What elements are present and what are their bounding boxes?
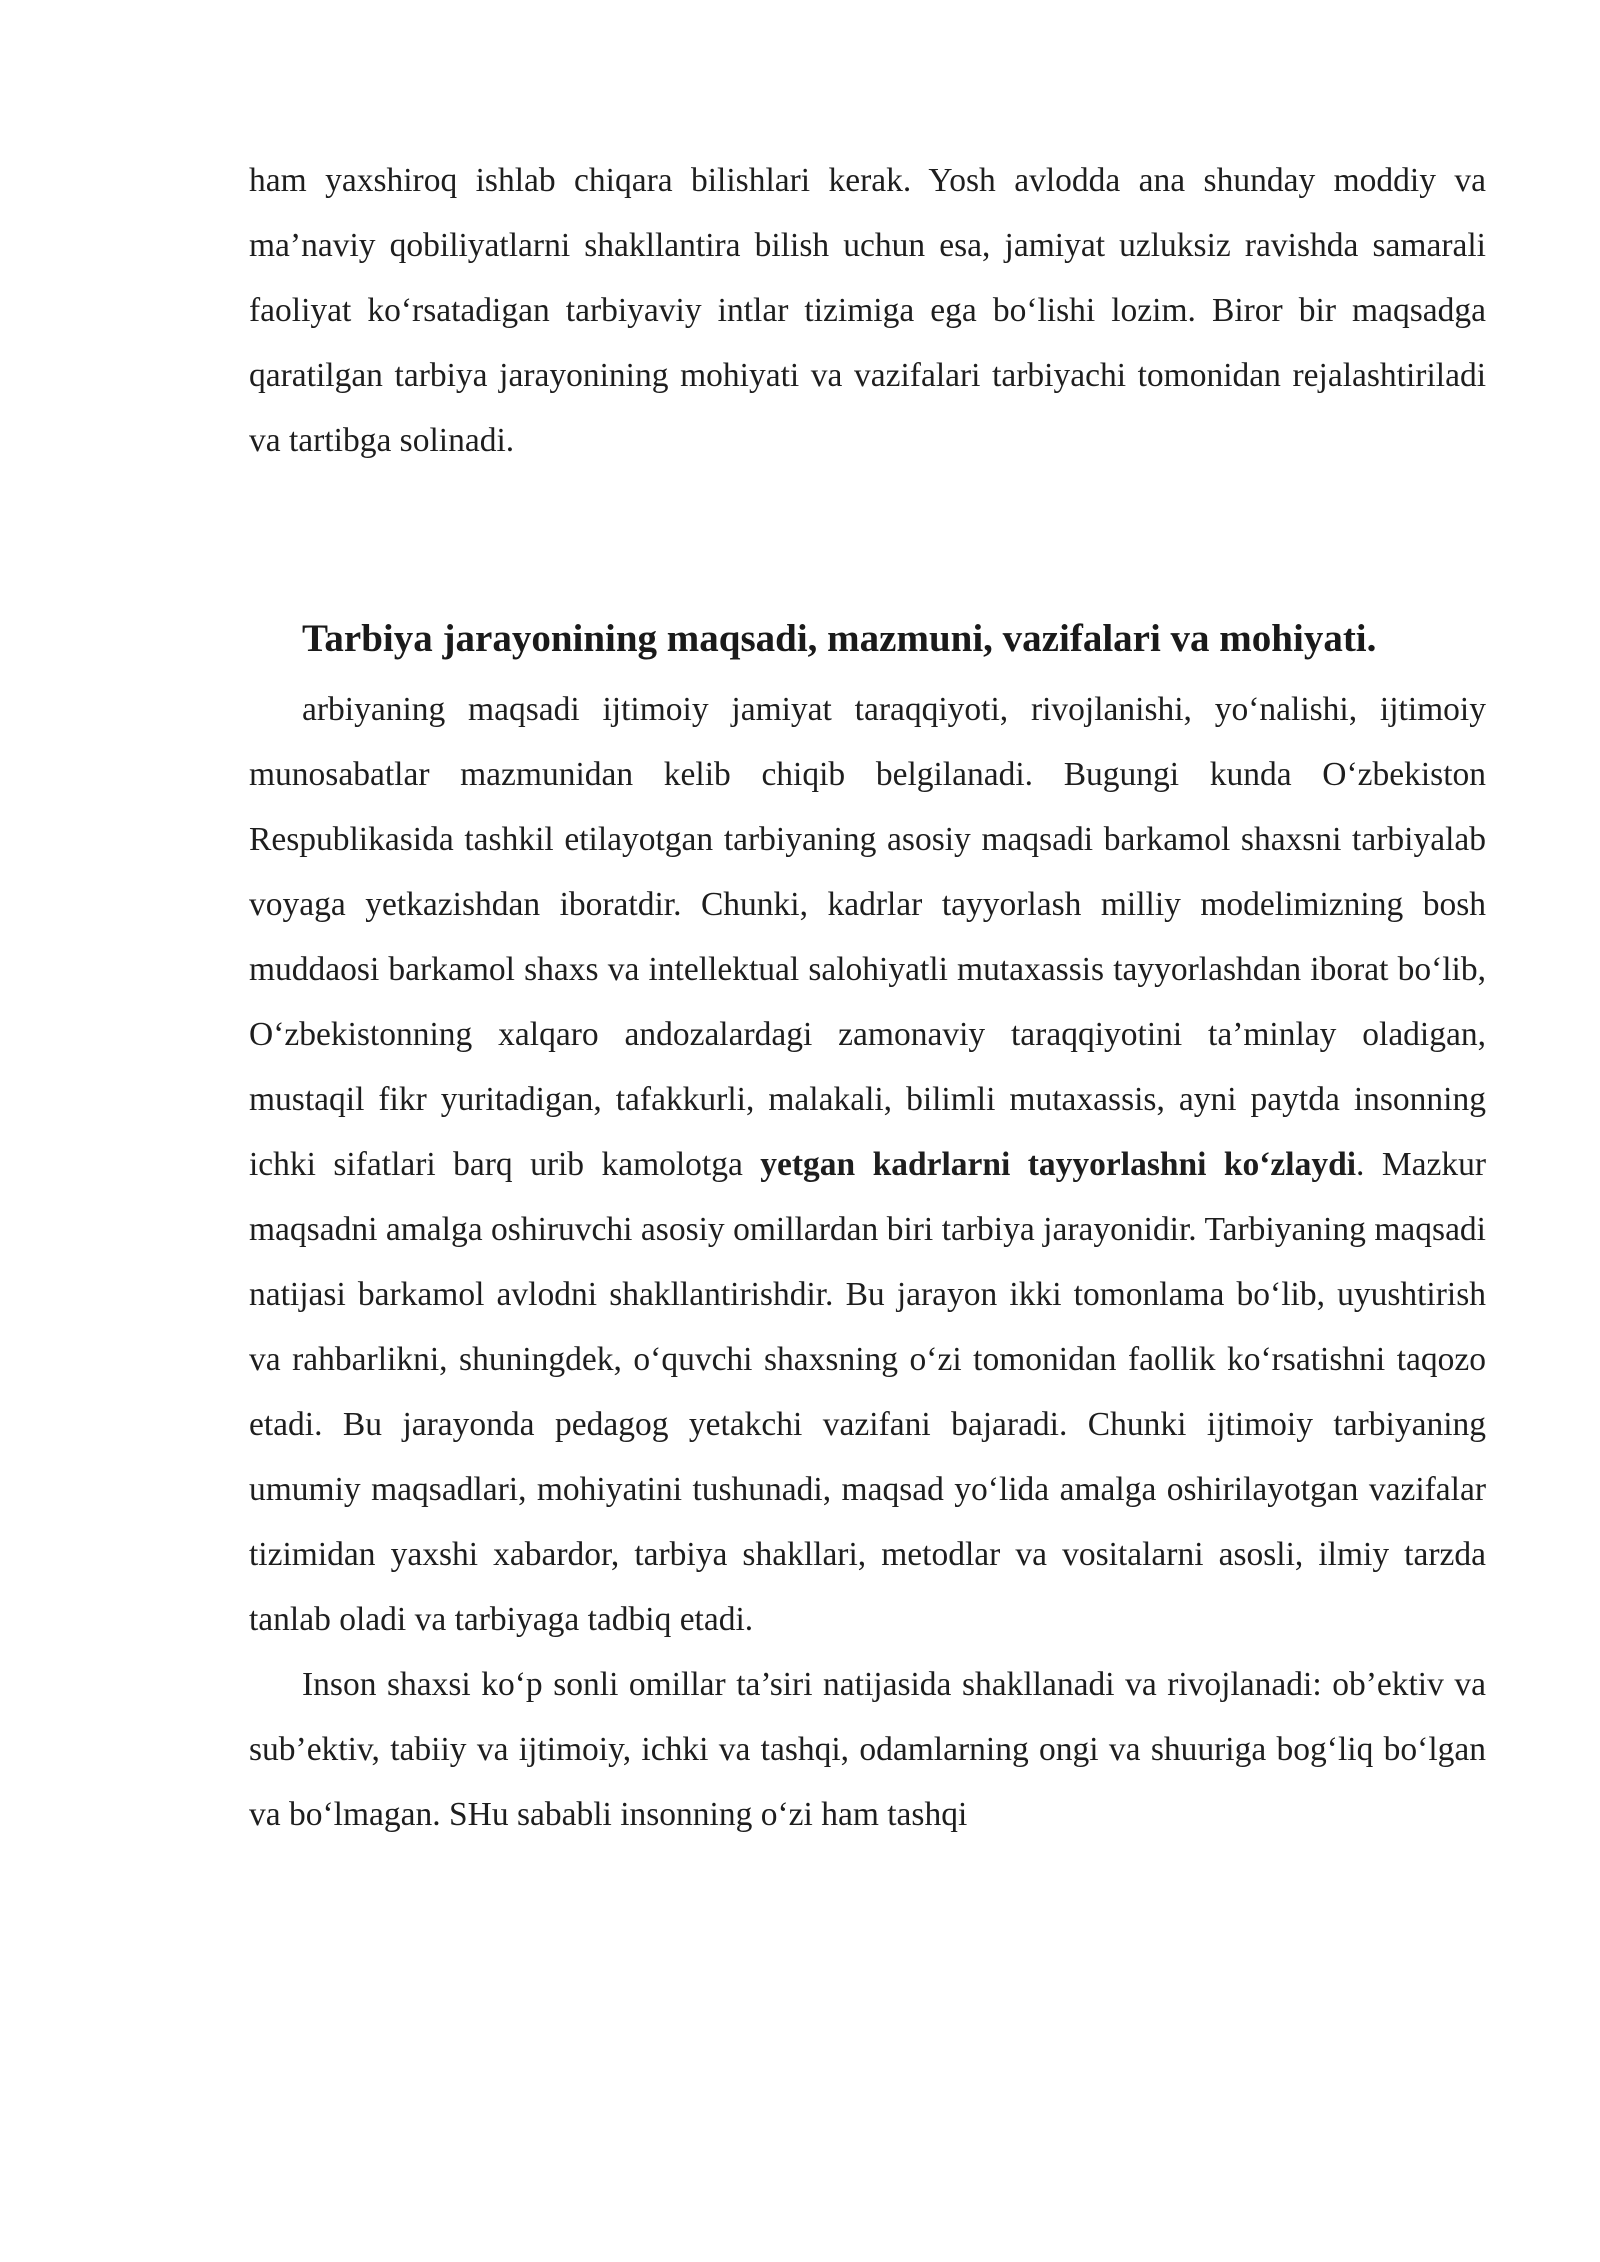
paragraph-purpose-text-2: . Mazkur maqsadni amalga oshiruvchi asosiy omillardan biri tarbiya jarayonidir. Tarbiyaning maqsadi natijasi barkamol avlodni shakllantirishdir. Bu jarayon ikki tomonlama bo‘lib, uyushtirish va rahbarlikni, shuningdek, o‘quvchi shaxsning o‘zi tomonidan faollik ko‘rsatishni taqozo etadi. Bu jarayonda pedagog yetakchi vazifani bajaradi. Chunki ijtimoiy tarbiyaning umumiy maqsadlari, mohiyatini tushunadi, maqsad yo‘lida amalga oshirilayotgan vazifalar tizimidan yaxshi xabardor, tarbiya shakllari, metodlar va vositalarni asosli, ilmiy tarzda tanlab oladi va tarbiyaga tadbiq etadi. [249, 1146, 1487, 1638]
document-page [249, 148, 1486, 1847]
paragraph-purpose [249, 677, 1486, 1652]
paragraph-personality: Inson shaxsi ko‘p sonli omillar ta’siri natijasida shakllanadi va rivojlanadi: ob’ektiv va sub’ektiv, tabiiy va ijtimoiy, ichki va tashqi, odamlarning ongi va shuuriga bog‘liq bo‘lgan va bo‘lmagan. SHu sababli insonning o‘zi ham tashqi [249, 1666, 1486, 1833]
section-heading: Tarbiya jarayonining maqsadi, mazmuni, vazifalari va mohiyati. [302, 617, 1377, 660]
paragraph-purpose-text-1: arbiyaning maqsadi ijtimoiy jamiyat taraqqiyoti, rivojlanishi, yo‘nalishi, ijtimoiy munosabatlar mazmunidan kelib chiqib belgilanadi. Bugungi kunda O‘zbekiston Respublikasida tashkil etilayotgan tarbiyaning asosiy maqsadi barkamol shaxsni tarbiyalab voyaga yetkazishdan iboratdir. Chunki, kadrlar tayyorlash milliy modelimizning bosh muddaosi barkamol shaxs va intellektual salohiyatli mutaxassis tayyorlashdan iborat bo‘lib, O‘zbekistonning xalqaro andozalardagi zamonaviy taraqqiyotini ta’minlay oladigan, mustaqil fikr yuritadigan, tafakkurli, malakali, bilimli mutaxassis, ayni paytda insonning ichki sifatlari barq urib kamolotga [249, 691, 1486, 1183]
paragraph-intro: ham yaxshiroq ishlab chiqara bilishlari kerak. Yosh avlodda ana shunday moddiy va ma’naviy qobiliyatlarni shakllantira bilish uchun esa, jamiyat uzluksiz ravishda samarali faoliyat ko‘rsatadigan tarbiyaviy intlar tizimiga ega bo‘lishi lozim. Biror bir maqsadga qaratilgan tarbiya jarayonining mohiyati va vazifalari tarbiyachi tomonidan rejalashtiriladi va tartibga solinadi. [249, 162, 1486, 459]
paragraph-purpose-bold: yetgan kadrlarni tayyorlashni ko‘zlaydi [760, 1146, 1357, 1183]
